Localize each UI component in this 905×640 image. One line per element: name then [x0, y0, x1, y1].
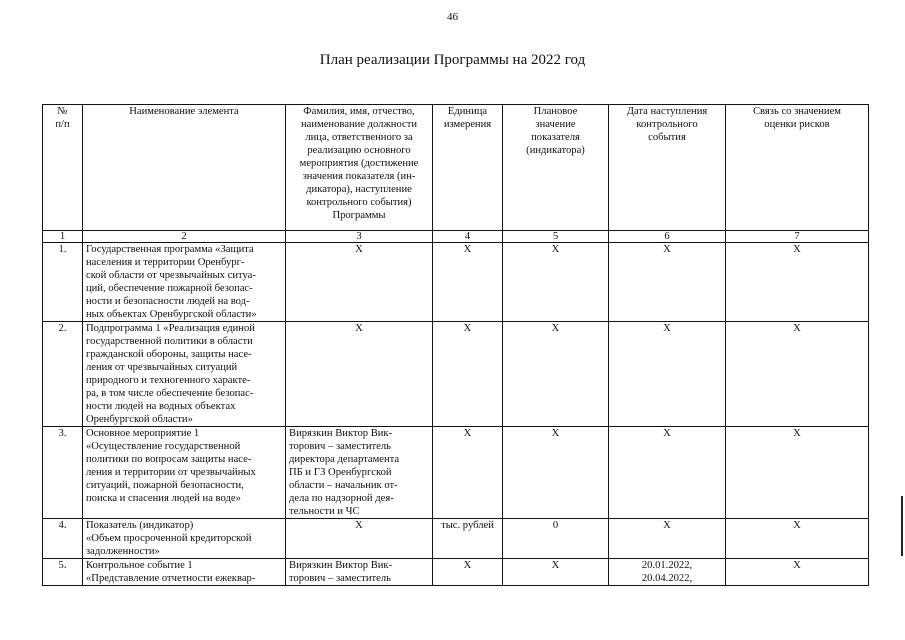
- scan-edge-mark: [901, 496, 903, 556]
- row-number: 5.: [43, 559, 83, 586]
- plan-value-cell: Х: [503, 243, 609, 322]
- row-number: 4.: [43, 519, 83, 559]
- column-number: 5: [503, 231, 609, 243]
- header-number: № п/п: [43, 105, 83, 231]
- responsible-cell: Х: [286, 322, 433, 427]
- row-number: 3.: [43, 427, 83, 519]
- column-number: 3: [286, 231, 433, 243]
- risk-link-cell: Х: [726, 427, 869, 519]
- event-date-cell: Х: [609, 243, 726, 322]
- element-name-cell: Показатель (индикатор) «Объем просроченной кредиторской задолженности»: [83, 519, 286, 559]
- document-title: План реализации Программы на 2022 год: [319, 52, 586, 68]
- responsible-cell: Х: [286, 519, 433, 559]
- header-event-date: Дата наступления контрольного события: [609, 105, 726, 231]
- header-plan-value: Плановое значение показателя (индикатора): [503, 105, 609, 231]
- responsible-cell: Вирязкин Виктор Вик- торович – заместитель директора департамента ПБ и ГЗ Оренбургской области – начальник от- дела по надзорной дея- тельности и ЧС: [286, 427, 433, 519]
- plan-value-cell: Х: [503, 427, 609, 519]
- event-date-cell: Х: [609, 427, 726, 519]
- unit-cell: тыс. рублей: [433, 519, 503, 559]
- column-number: 1: [43, 231, 83, 243]
- risk-link-cell: Х: [726, 243, 869, 322]
- table-row: [43, 322, 869, 427]
- table-row: [43, 243, 869, 322]
- header-responsible: Фамилия, имя, отчество, наименование должности лица, ответственного за реализацию основного мероприятия (достижение значения показателя (ин- дикатора), наступление контрольного события) Программы: [286, 105, 433, 231]
- row-number: 1.: [43, 243, 83, 322]
- risk-link-cell: Х: [726, 519, 869, 559]
- plan-value-cell: Х: [503, 559, 609, 586]
- row-number: 2.: [43, 322, 83, 427]
- element-name-cell: Государственная программа «Защита населения и территории Оренбург- ской области от чрезвычайных ситуа- ций, обеспечение пожарной безопас- ности и безопасности людей на вод- ных объектах Оренбургской области»: [83, 243, 286, 322]
- column-number: 2: [83, 231, 286, 243]
- column-number: 6: [609, 231, 726, 243]
- program-plan-table: [42, 104, 869, 586]
- element-name-cell: Контрольное событие 1 «Представление отчетности ежеквар-: [83, 559, 286, 586]
- unit-cell: Х: [433, 243, 503, 322]
- header-element-name: Наименование элемента: [83, 105, 286, 231]
- column-number-row: [43, 231, 869, 243]
- responsible-cell: Вирязкин Виктор Вик- торович – заместитель: [286, 559, 433, 586]
- element-name-cell: Основное мероприятие 1 «Осуществление государственной политики по вопросам защиты насе- ления и территории от чрезвычайных ситуаций, пожарной безопасности, поиска и спасения людей на воде»: [83, 427, 286, 519]
- table-header-row: [43, 105, 869, 231]
- plan-value-cell: 0: [503, 519, 609, 559]
- unit-cell: Х: [433, 427, 503, 519]
- unit-cell: Х: [433, 322, 503, 427]
- header-risk-link: Связь со значением оценки рисков: [726, 105, 869, 231]
- header-unit: Единица измерения: [433, 105, 503, 231]
- table-row: [43, 559, 869, 586]
- page-number: 46: [447, 11, 458, 23]
- column-number: 4: [433, 231, 503, 243]
- event-date-cell: Х: [609, 322, 726, 427]
- column-number: 7: [726, 231, 869, 243]
- unit-cell: Х: [433, 559, 503, 586]
- risk-link-cell: Х: [726, 322, 869, 427]
- table-row: [43, 427, 869, 519]
- event-date-cell: 20.01.2022, 20.04.2022,: [609, 559, 726, 586]
- plan-value-cell: Х: [503, 322, 609, 427]
- table-row: [43, 519, 869, 559]
- event-date-cell: Х: [609, 519, 726, 559]
- responsible-cell: Х: [286, 243, 433, 322]
- element-name-cell: Подпрограмма 1 «Реализация единой государственной политики в области гражданской обороны, защиты насе- ления от чрезвычайных ситуаций природного и техногенного характе- ра, в том числе обеспечение безопас- ности людей на водных объектах Оренбургской области»: [83, 322, 286, 427]
- risk-link-cell: Х: [726, 559, 869, 586]
